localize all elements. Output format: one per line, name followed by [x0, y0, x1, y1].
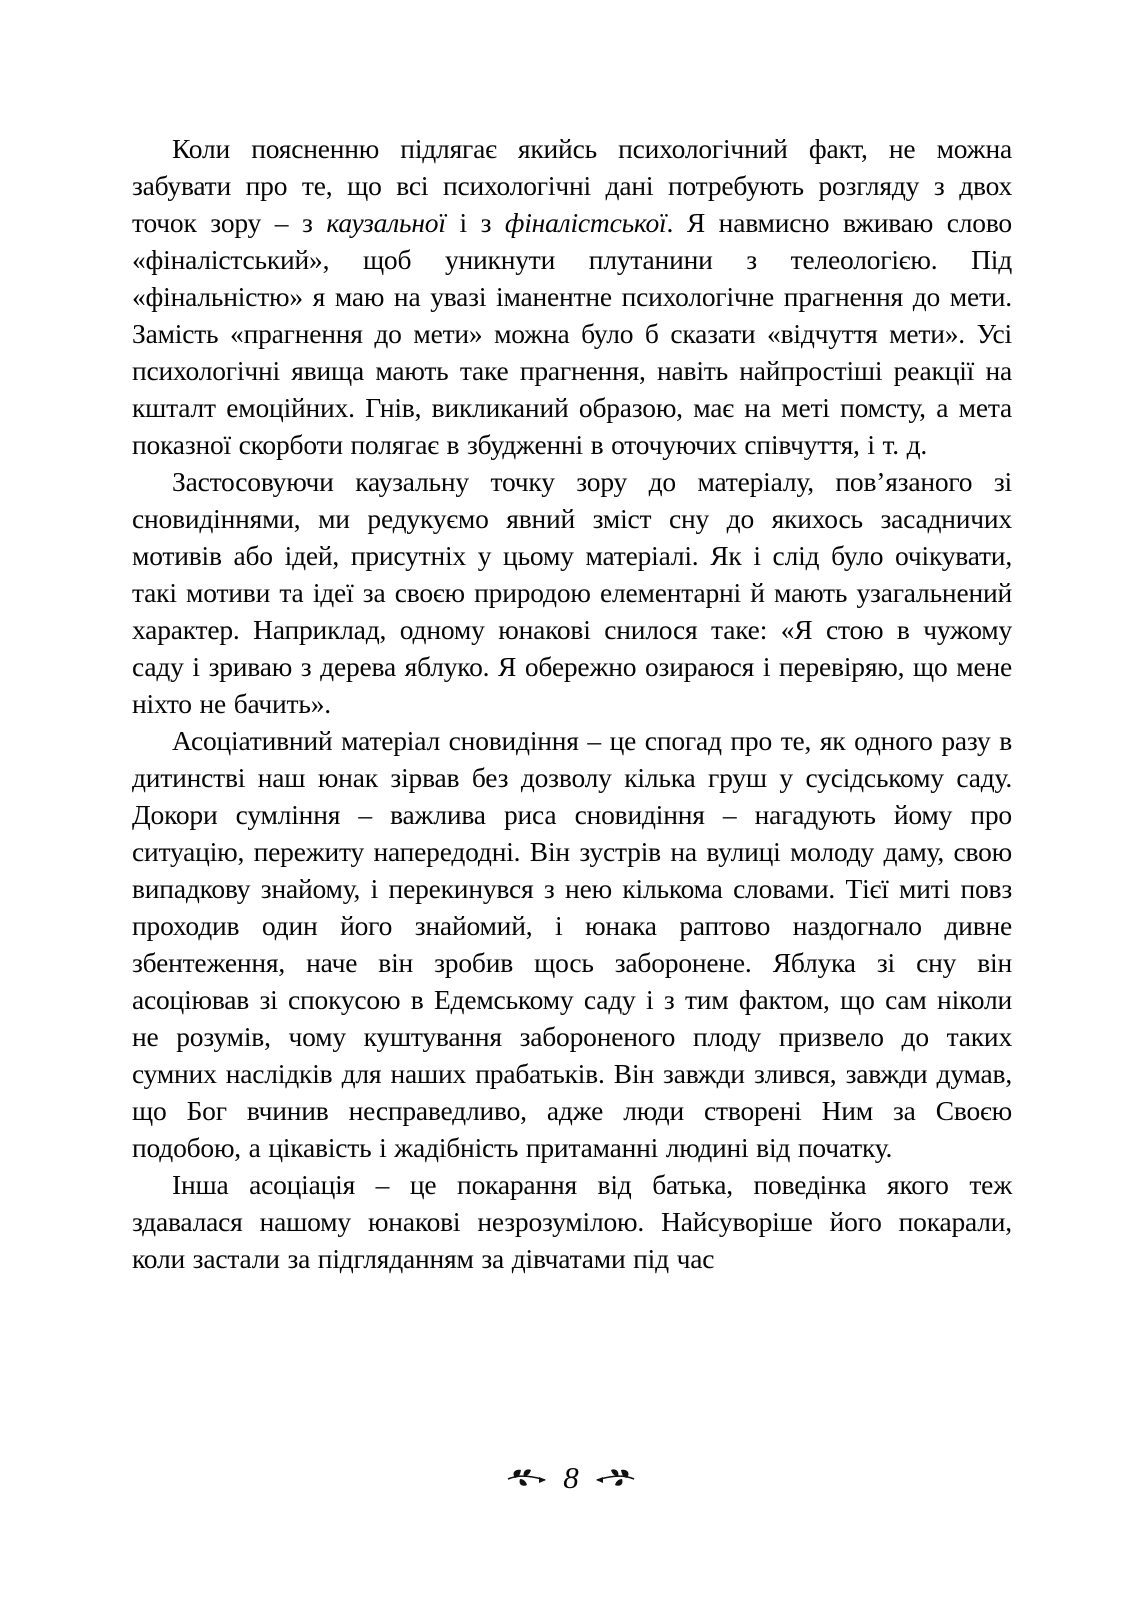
emphasis-text: фіналістської	[504, 207, 667, 238]
text-run: . Я навмисно вживаю слово «фіналістський», щоб уникнути плутанини з телеологією. Під «фінальністю» я маю на увазі іманентне психологічне прагнення до мети. Замість «прагнення до мети» можна було б сказати «відчуття мети». Усі психологічні явища мають таке прагнення, навіть найпростіші реакції на кшталт емоційних. Гнів, викликаний образою, має на меті помсту, а мета показної скорботи полягає в збудженні в оточуючих співчуття, і т. д.	[132, 207, 1012, 460]
paragraph	[132, 722, 1012, 1166]
paragraph	[132, 1166, 1012, 1277]
page-number: 8	[563, 1460, 579, 1495]
text-run: Коли поясненню підлягає якийсь психологічний факт, не можна забувати про те, що всі психологічні дані потребують розгляду з двох точок зору – з	[132, 133, 1012, 238]
emphasis-text: каузальної	[326, 207, 446, 238]
leaf-ornament-right-icon	[595, 1468, 635, 1488]
paragraph	[132, 463, 1012, 722]
leaf-ornament-left-icon	[507, 1468, 547, 1488]
text-run: Застосовуючи каузальну точку зору до матеріалу, пов’язаного зі сновидіннями, ми редукуємо явний зміст сну до якихось засадничих мотивів або ідей, присутніх у цьому матеріалі. Як і слід було очікувати, такі мотиви та ідеї за своєю природою елементарні й мають узагальнений характер. Наприклад, одному юнакові снилося таке: «Я стою в чужому саду і зриваю з дерева яблуко. Я обережно озираюся і перевіряю, що мене ніхто не бачить».	[132, 466, 1012, 719]
text-run: Асоціативний матеріал сновидіння – це спогад про те, як одного разу в дитинстві наш юнак зірвав без дозволу кілька груш у сусідському саду. Докори сумління – важлива риса сновидіння – нагадують йому про ситуацію, пережиту напередодні. Він зустрів на вулиці молоду даму, свою випадкову знайому, і перекинувся з нею кількома словами. Тієї миті повз проходив один його знайомий, і юнака раптово наздогнало дивне збентеження, наче він зробив щось заборонене. Яблука зі сну він асоціював зі спокусою в Едемському саду і з тим фактом, що сам ніколи не розумів, чому куштування забороненого плоду призвело до таких сумних наслідків для наших прабатьків. Він завжди злився, завжди думав, що Бог вчинив несправедливо, адже люди створені Ним за Своєю подобою, а цікавість і жадібність притаманні людині від початку.	[132, 725, 1012, 1163]
paragraph	[132, 130, 1012, 463]
page-footer	[0, 1462, 1142, 1493]
text-block	[132, 130, 1012, 1277]
text-run: Інша асоціація – це покарання від батька, поведінка якого теж здавалася нашому юнакові незрозумілою. Найсуворіше його покарали, коли застали за підгляданням за дівчатами під час	[132, 1169, 1012, 1274]
text-run: і з	[445, 207, 505, 238]
